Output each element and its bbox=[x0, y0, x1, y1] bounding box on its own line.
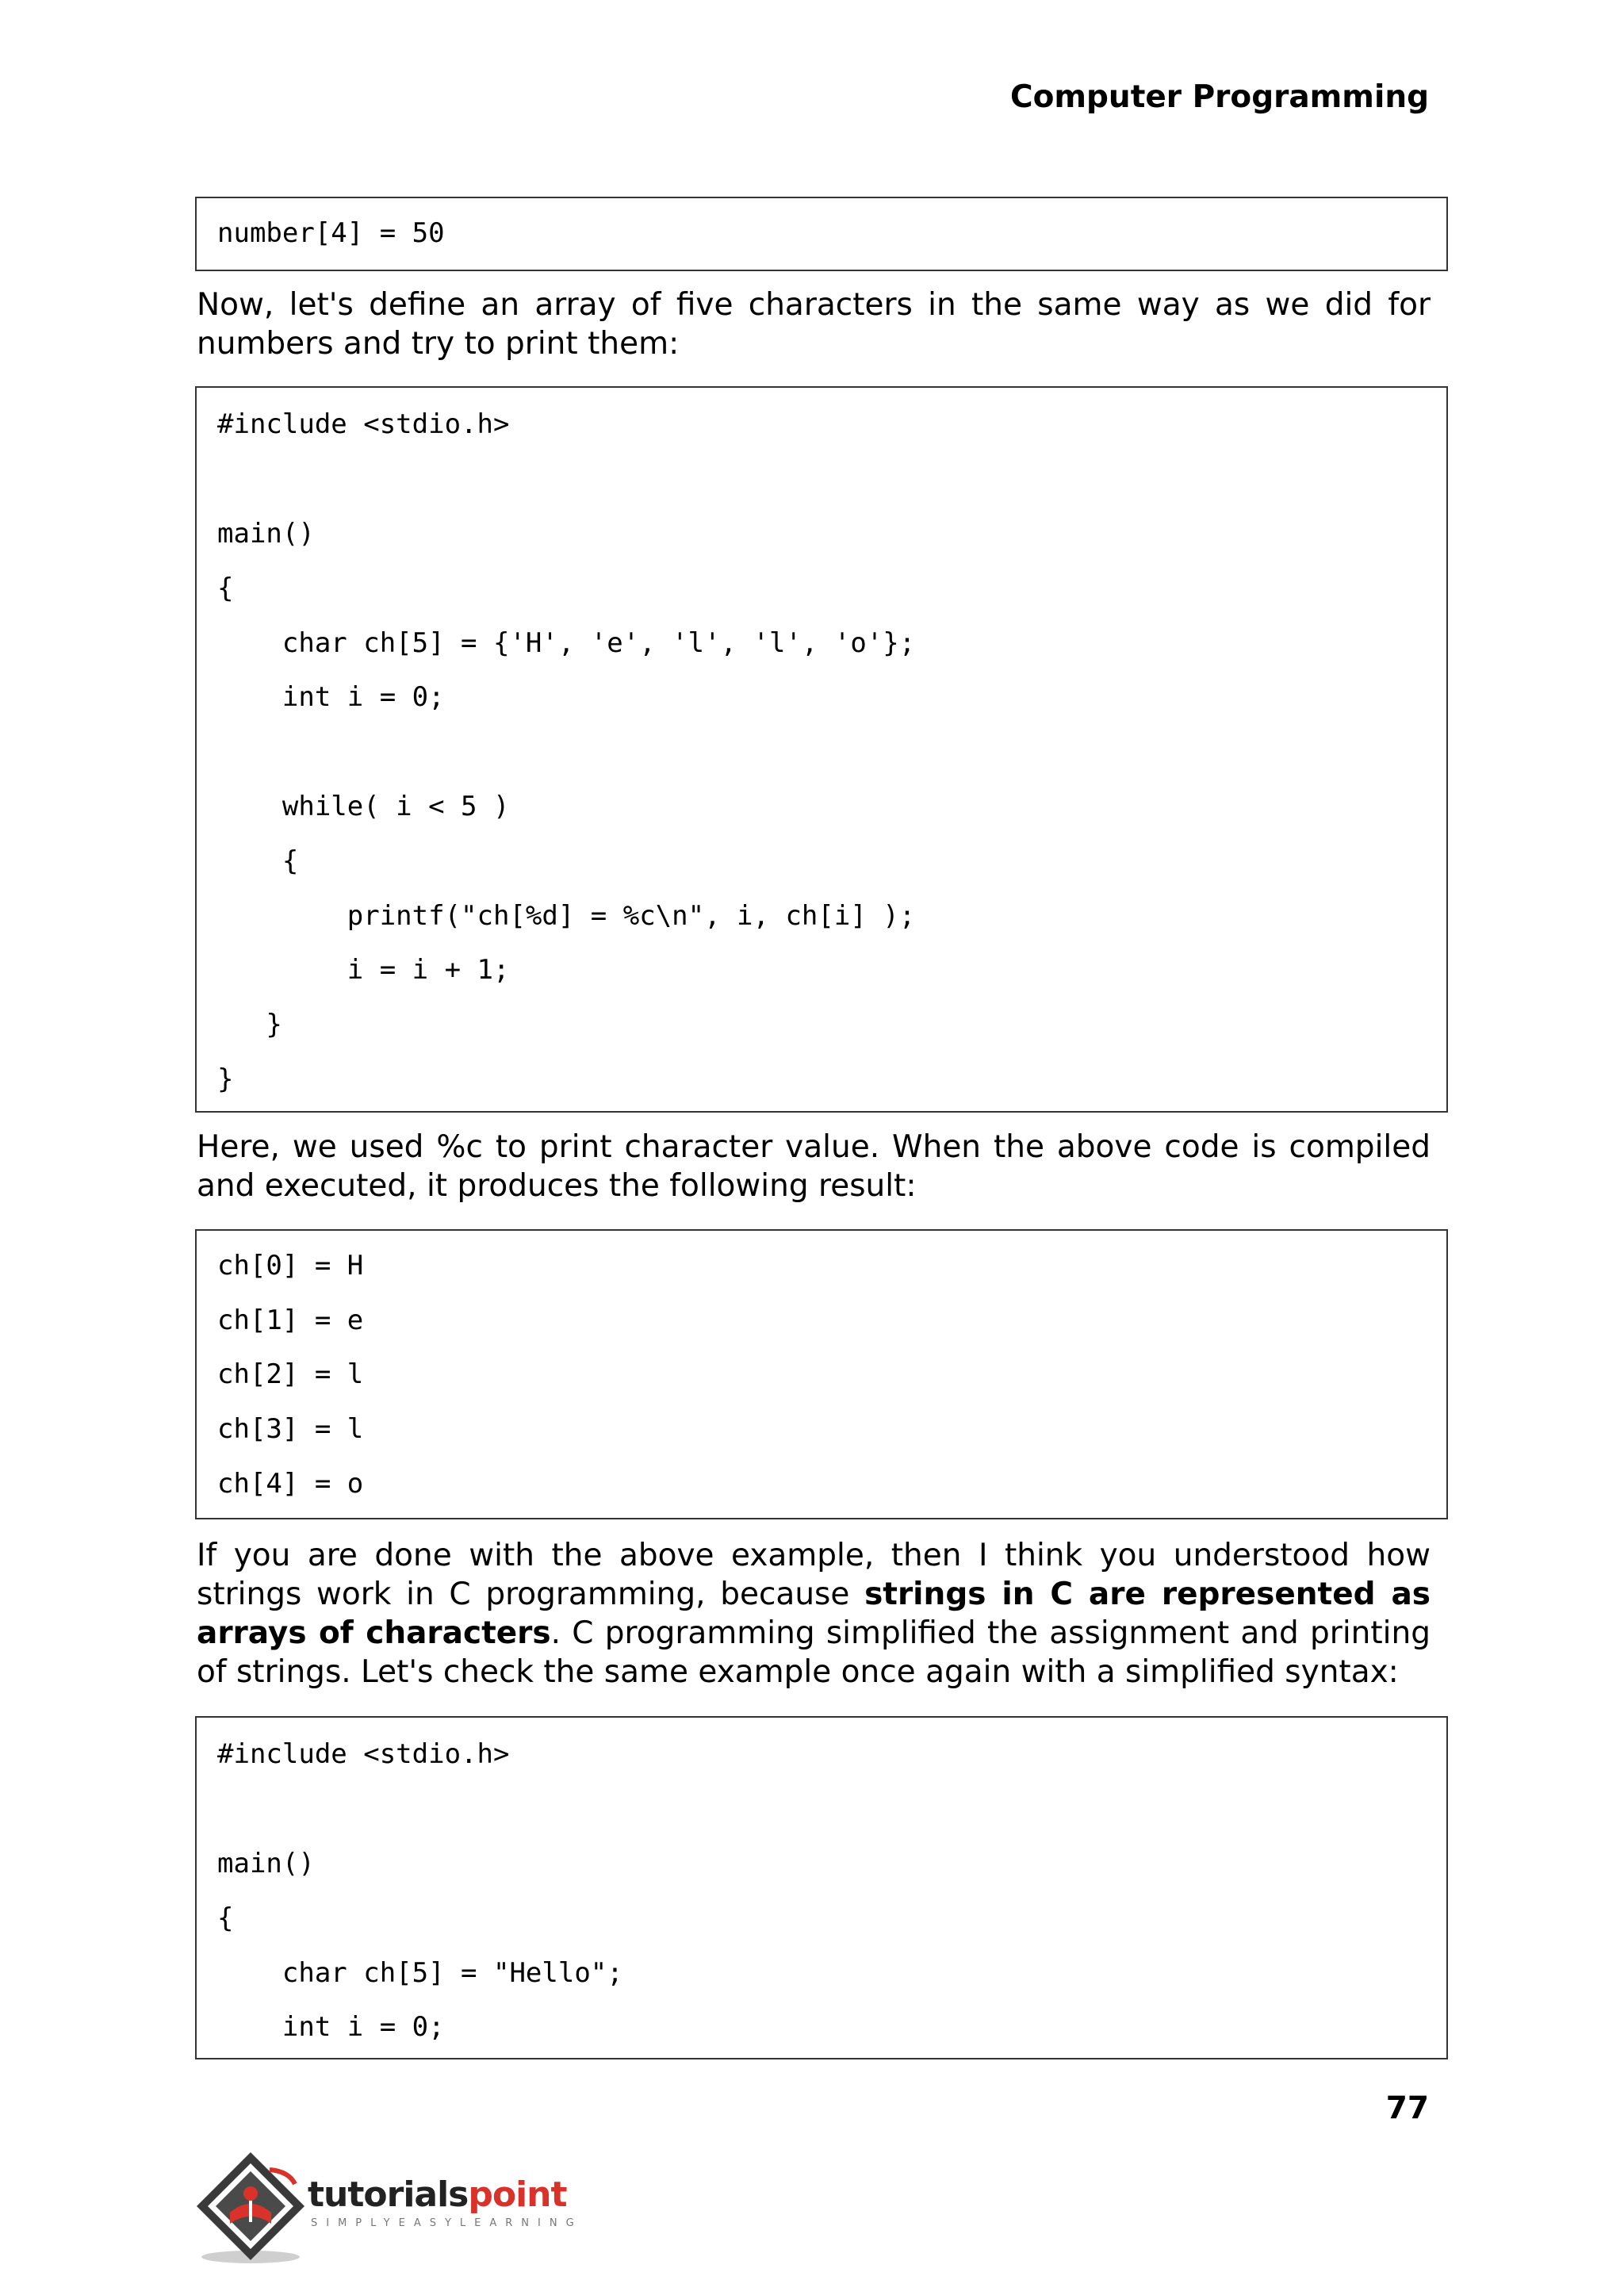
code-line: char ch[5] = "Hello"; bbox=[217, 1957, 623, 1989]
output-line: ch[0] = H bbox=[217, 1250, 364, 1282]
output-block bbox=[195, 1229, 1448, 1519]
code-line: #include <stdio.h> bbox=[217, 1738, 510, 1770]
output-line: ch[2] = l bbox=[217, 1358, 364, 1390]
paragraph: Now, let's define an array of five characters in the same way as we did for numbers and try to print them: bbox=[197, 287, 1431, 362]
paragraph-text: . C programming simplified the assignment and printing of strings. Let's check the same example once again with a simplified syntax: bbox=[197, 1615, 1431, 1690]
logo-emblem-icon bbox=[193, 2147, 312, 2266]
logo-wordmark bbox=[308, 2174, 567, 2215]
paragraph: Here, we used %c to print character value. When the above code is compiled and executed, it produces the following result: bbox=[197, 1129, 1431, 1204]
code-block bbox=[195, 386, 1448, 1113]
output-line: ch[4] = o bbox=[217, 1468, 364, 1500]
logo-tagline: SIMPLYEASYLEARNING bbox=[311, 2217, 583, 2229]
tutorialspoint-logo bbox=[193, 2147, 590, 2266]
code-block bbox=[195, 197, 1448, 271]
code-line: { bbox=[217, 1902, 234, 1934]
code-line: int i = 0; bbox=[217, 2011, 445, 2043]
code-line: main() bbox=[217, 1848, 315, 1879]
code-line: { bbox=[217, 845, 299, 877]
logo-wordmark-primary: tutorials bbox=[308, 2174, 469, 2215]
code-line: #include <stdio.h> bbox=[217, 408, 510, 440]
code-line: { bbox=[217, 573, 234, 604]
code-line: } bbox=[217, 1063, 234, 1095]
paragraph-text: If you are done with the above example, then I think you understood how strings work in C programming, because bbox=[197, 1538, 1431, 1612]
output-line: ch[1] = e bbox=[217, 1305, 364, 1336]
code-line: char ch[5] = {'H', 'e', 'l', 'l', 'o'}; bbox=[217, 627, 916, 659]
code-line: main() bbox=[217, 518, 315, 550]
logo-wordmark-accent: point bbox=[468, 2174, 567, 2215]
output-line: ch[3] = l bbox=[217, 1413, 364, 1445]
code-line: int i = 0; bbox=[217, 681, 445, 713]
page-number: 77 bbox=[1385, 2090, 1429, 2126]
paragraph bbox=[197, 1536, 1431, 1692]
code-line: number[4] = 50 bbox=[217, 217, 445, 249]
running-header: Computer Programming bbox=[1009, 79, 1429, 115]
code-line: while( i < 5 ) bbox=[217, 791, 510, 822]
code-block bbox=[195, 1716, 1448, 2059]
code-line: i = i + 1; bbox=[217, 954, 510, 986]
code-line: printf("ch[%d] = %c\n", i, ch[i] ); bbox=[217, 900, 916, 932]
emphasis-text: strings in C are represented as arrays of characters bbox=[197, 1577, 1431, 1651]
code-line: } bbox=[217, 1009, 282, 1040]
